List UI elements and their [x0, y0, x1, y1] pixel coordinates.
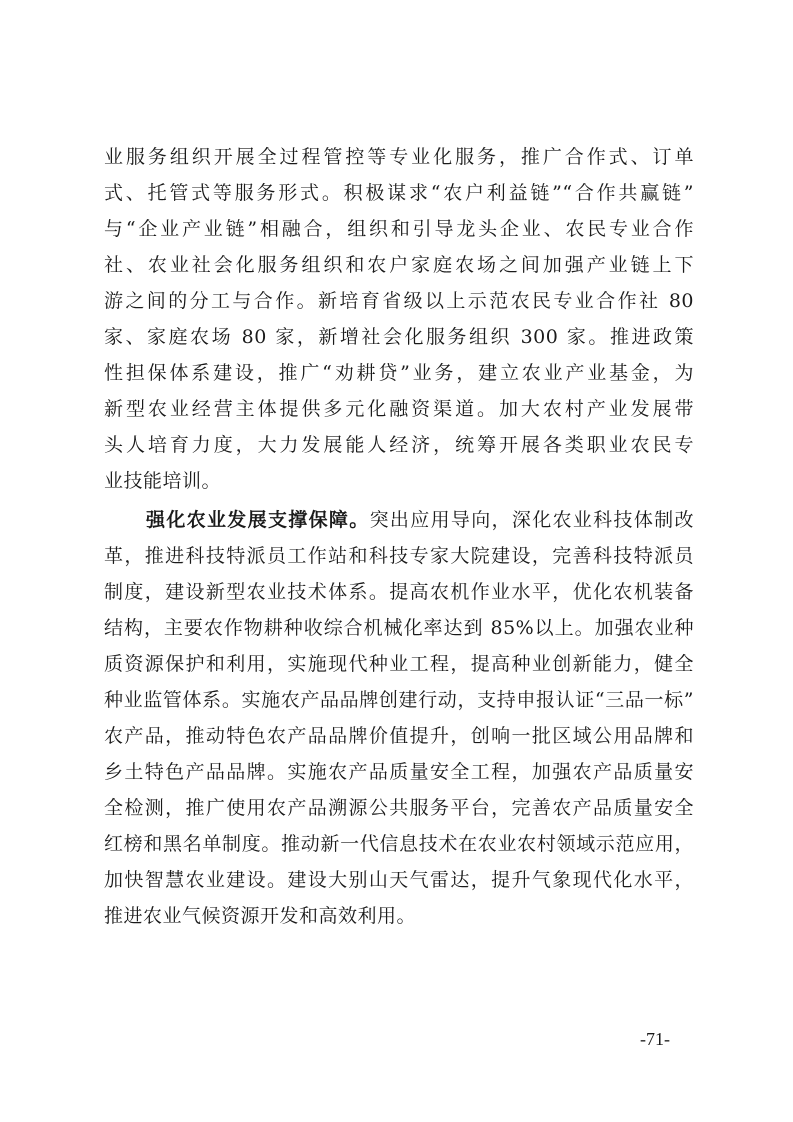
section-heading: 强化农业发展支撑保障。 — [146, 509, 370, 531]
paragraph-line: 革，推进科技特派员工作站和科技专家大院建设，完善科技特派员 — [104, 545, 694, 567]
paragraph-line: 全检测，推广使用农产品溯源公共服务平台，完善农产品质量安全 — [104, 797, 694, 819]
paragraph-line: 家、家庭农场 80 家，新增社会化服务组织 300 家。推进政策 — [104, 326, 694, 348]
paragraph-line: 头人培育力度，大力发展能人经济，统筹开展各类职业农民专 — [104, 434, 694, 456]
paragraph-line: 新型农业经营主体提供多元化融资渠道。加大农村产业发展带 — [104, 398, 694, 420]
paragraph-line: 社、农业社会化服务组织和农户家庭农场之间加强产业链上下 — [104, 254, 694, 276]
paragraph-2 — [104, 502, 694, 934]
page-number: -71- — [640, 1029, 670, 1049]
paragraph-line: 农产品，推动特色农产品品牌价值提升，创响一批区域公用品牌和 — [104, 725, 694, 747]
paragraph-line: 式、托管式等服务形式。积极谋求“农户利益链”“合作共赢链” — [104, 182, 694, 204]
paragraph-first-line — [104, 502, 694, 538]
paragraph-line: 加快智慧农业建设。建设大别山天气雷达，提升气象现代化水平， — [104, 869, 694, 891]
paragraph-line: 业技能培训。 — [104, 470, 222, 492]
paragraph-line: 业服务组织开展全过程管控等专业化服务，推广合作式、订单 — [104, 146, 694, 168]
paragraph-line: 种业监管体系。实施农产品品牌创建行动，支持申报认证“三品一标” — [104, 689, 694, 711]
paragraph-line: 性担保体系建设，推广“劝耕贷”业务，建立农业产业基金，为 — [104, 362, 694, 384]
paragraph-line: 质资源保护和利用，实施现代种业工程，提高种业创新能力，健全 — [104, 653, 694, 675]
paragraph-line-text: 突出应用导向，深化农业科技体制改 — [369, 509, 694, 531]
paragraph-line: 推进农业气候资源开发和高效利用。 — [104, 905, 417, 927]
paragraph-line: 制度，建设新型农业技术体系。提高农机作业水平，优化农机装备 — [104, 581, 694, 603]
paragraph-line: 结构，主要农作物耕种收综合机械化率达到 85%以上。加强农业种 — [104, 617, 694, 639]
paragraph-line: 乡土特色产品品牌。实施农产品质量安全工程，加强农产品质量安 — [104, 761, 694, 783]
paragraph-line: 游之间的分工与合作。新培育省级以上示范农民专业合作社 80 — [104, 290, 694, 312]
paragraph-line: 红榜和黑名单制度。推动新一代信息技术在农业农村领域示范应用， — [104, 833, 694, 855]
paragraph-line: 与“企业产业链”相融合，组织和引导龙头企业、农民专业合作 — [104, 218, 694, 240]
paragraph-1 — [104, 139, 694, 499]
